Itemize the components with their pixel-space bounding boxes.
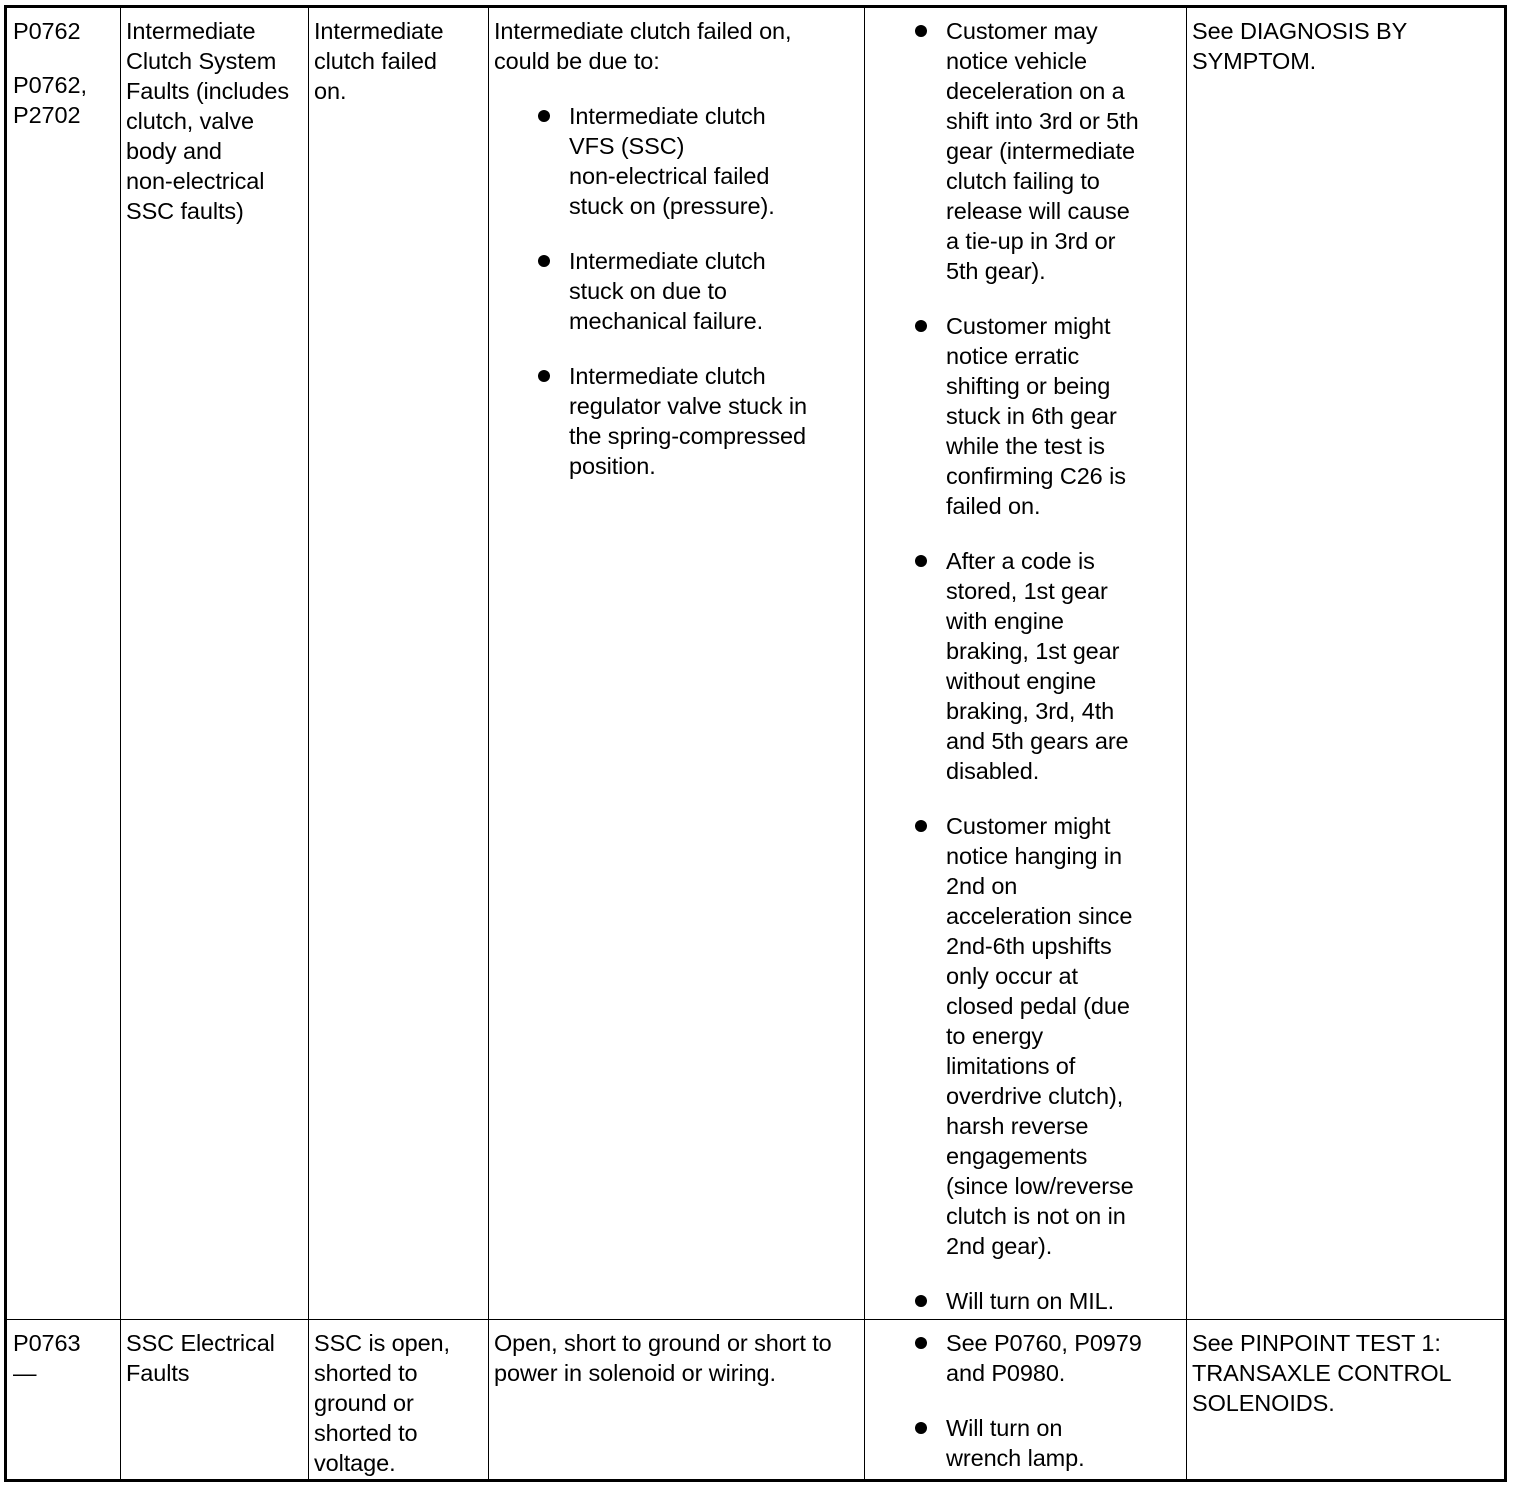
symptom-list [867,1328,1183,1473]
fault-condition: Intermediate clutch failed on. [314,18,444,104]
symptom-item: See P0760, P0979 and P0980. [867,1328,1183,1388]
dtc-code: P0762, P2702 [13,72,87,128]
symptom-item: After a code is stored, 1st gear with engine braking, 1st gear without engine braking, 3rd, 4th and 5th gears are disabled. [867,546,1183,786]
row-1-symptoms-cell [867,16,1183,1341]
fault-condition: SSC is open, shorted to ground or shorted to voltage. [314,1330,450,1476]
dtc-code: — [13,1360,37,1386]
dtc-code: P0763 [13,1330,81,1356]
cause-list [494,101,862,481]
cause-intro: Open, short to ground or short to power in solenoid or wiring. [494,1330,832,1386]
dtc-table [4,5,1507,1482]
cause-intro: Intermediate clutch failed on, could be due to: [494,18,792,74]
symptom-item: Customer might notice erratic shifting or being stuck in 6th gear while the test is confirming C26 is failed on. [867,311,1183,521]
fault-description: Intermediate Clutch System Faults (includes clutch, valve body and non-electrical SSC faults) [126,18,289,224]
column-divider [1186,8,1187,1479]
row-1-condition-cell [314,16,486,106]
symptom-list [867,16,1183,1316]
row-1-codes-cell [13,16,117,130]
row-1-cause-cell [494,16,862,481]
symptom-item: Will turn on wrench lamp. [867,1413,1183,1473]
symptom-item: Will turn on MIL. [867,1286,1183,1316]
cause-item: Intermediate clutch regulator valve stuck in the spring-compressed position. [494,361,862,481]
column-divider [864,8,865,1479]
cause-item: Intermediate clutch VFS (SSC) non-electrical failed stuck on (pressure). [494,101,862,221]
row-2-codes-cell [13,1328,117,1388]
row-2-action-cell [1192,1328,1504,1418]
column-divider [308,8,309,1479]
column-divider [120,8,121,1479]
action-reference: See DIAGNOSIS BY SYMPTOM. [1192,18,1408,74]
cause-item: Intermediate clutch stuck on due to mechanical failure. [494,246,862,336]
column-divider [488,8,489,1479]
symptom-item: Customer might notice hanging in 2nd on acceleration since 2nd-6th upshifts only occur at closed pedal (due to energy limitations of overdrive clutch), harsh reverse engagements (since low/reverse clutch is not on in 2nd gear). [867,811,1183,1261]
action-reference: See PINPOINT TEST 1: TRANSAXLE CONTROL SOLENOIDS. [1192,1330,1452,1416]
row-1-action-cell [1192,16,1504,76]
row-divider [7,1319,1504,1320]
dtc-code: P0762 [13,18,81,44]
row-2-condition-cell [314,1328,486,1478]
fault-description: SSC Electrical Faults [126,1330,275,1386]
symptom-item: Customer may notice vehicle deceleration on a shift into 3rd or 5th gear (intermediate clutch failing to release will cause a tie-up in 3rd or 5th gear). [867,16,1183,286]
row-2-symptoms-cell [867,1328,1183,1498]
row-1-description-cell [126,16,306,226]
row-2-description-cell [126,1328,306,1388]
row-2-cause-cell [494,1328,862,1388]
